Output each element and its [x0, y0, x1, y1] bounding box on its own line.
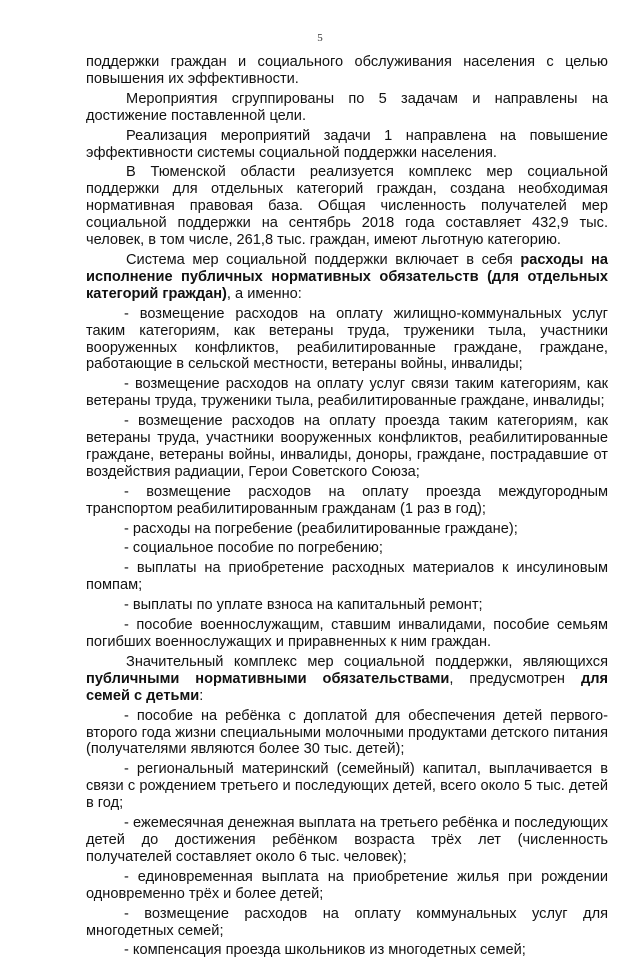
paragraph — [86, 252, 608, 303]
paragraph-text: , а именно: — [226, 285, 302, 302]
list-item: - возмещение расходов на оплату проезда таким категориям, как ветераны труда, участники вооруженных конфликтов, реабилитированные граждане, ветераны войны, инвалиды, доноры, граждане, пострадавшие от воздействия радиации, Герои Советского Союза; — [86, 413, 608, 480]
paragraph-text: Система мер социальной поддержки включает в себя — [126, 251, 521, 268]
paragraph: Мероприятия сгруппированы по 5 задачам и направлены на достижение поставленной цели. — [86, 90, 608, 124]
paragraph-text: , предусмотрен — [449, 670, 581, 687]
list-item: - пособие военнослужащим, ставшим инвалидами, пособие семьям погибших военнослужащих и приравненных к ним граждан. — [86, 617, 608, 650]
list-item: - выплаты на приобретение расходных материалов к инсулиновым помпам; — [86, 560, 608, 594]
list-item: - возмещение расходов на оплату жилищно-коммунальных услуг таким категориям, как ветераны труда, труженики тыла, участники вооруженных конфликтов, реабилитированные граждане, граждане, работающие в сельской местности, ветераны войны, инвалиды; — [86, 305, 608, 373]
list-item: - пособие на ребёнка с доплатой для обеспечения детей первого-второго года жизни специальными молочными продуктами детского питания (получателями являются более 30 тыс. детей); — [86, 707, 608, 758]
list-item: - возмещение расходов на оплату проезда междугородным транспортом реабилитированным гражданам (1 раз в год); — [86, 483, 608, 517]
paragraph: Реализация мероприятий задачи 1 направлена на повышение эффективности системы социальной поддержки населения. — [86, 127, 608, 161]
paragraph: поддержки граждан и социального обслуживания населения с целью повышения их эффективности. — [86, 54, 608, 87]
paragraph-text: : — [199, 687, 204, 704]
list-item: - возмещение расходов на оплату услуг связи таким категориям, как ветераны труда, труженики тыла, реабилитированные граждане, инвалиды; — [86, 376, 608, 410]
list-item: - компенсация проезда школьников из многодетных семей; — [124, 942, 526, 959]
emphasis-text: расходы на исполнение публичных нормативных обязательств (для отдельных категорий граждан) — [86, 251, 608, 302]
emphasis-text: для семей с детьми — [86, 670, 609, 704]
page-number: 5 — [317, 32, 323, 44]
list-item: - социальное пособие по погребению; — [124, 540, 383, 557]
list-item: - выплаты по уплате взноса на капитальный ремонт; — [124, 597, 483, 614]
document-body — [86, 54, 608, 962]
list-item: - единовременная выплата на приобретение жилья при рождении одновременно трёх и более детей; — [86, 868, 608, 902]
emphasis-text: публичными нормативными обязательствами — [86, 670, 450, 687]
list-item: - возмещение расходов на оплату коммунальных услуг для многодетных семей; — [86, 905, 608, 939]
paragraph — [86, 654, 608, 705]
list-item: - ежемесячная денежная выплата на третьего ребёнка и последующих детей до достижения ребёнком возраста трёх лет (численность получателей составляет около 6 тыс. человек); — [86, 815, 608, 865]
paragraph-text: Значительный комплекс мер социальной поддержки, являющихся — [126, 653, 608, 670]
paragraph: В Тюменской области реализуется комплекс мер социальной поддержки для отдельных категорий граждан, создана необходимая нормативная правовая база. Общая численность получателей мер социальной поддержки на сентябрь 2018 года составляет 432,9 тыс. человек, в том числе, 261,8 тыс. граждан, имеют льготную категорию. — [86, 164, 608, 249]
list-item: - региональный материнский (семейный) капитал, выплачивается в связи с рождением третьего и последующих детей, всего около 5 тыс. детей в год; — [86, 761, 608, 812]
list-item: - расходы на погребение (реабилитированные граждане); — [124, 520, 518, 537]
